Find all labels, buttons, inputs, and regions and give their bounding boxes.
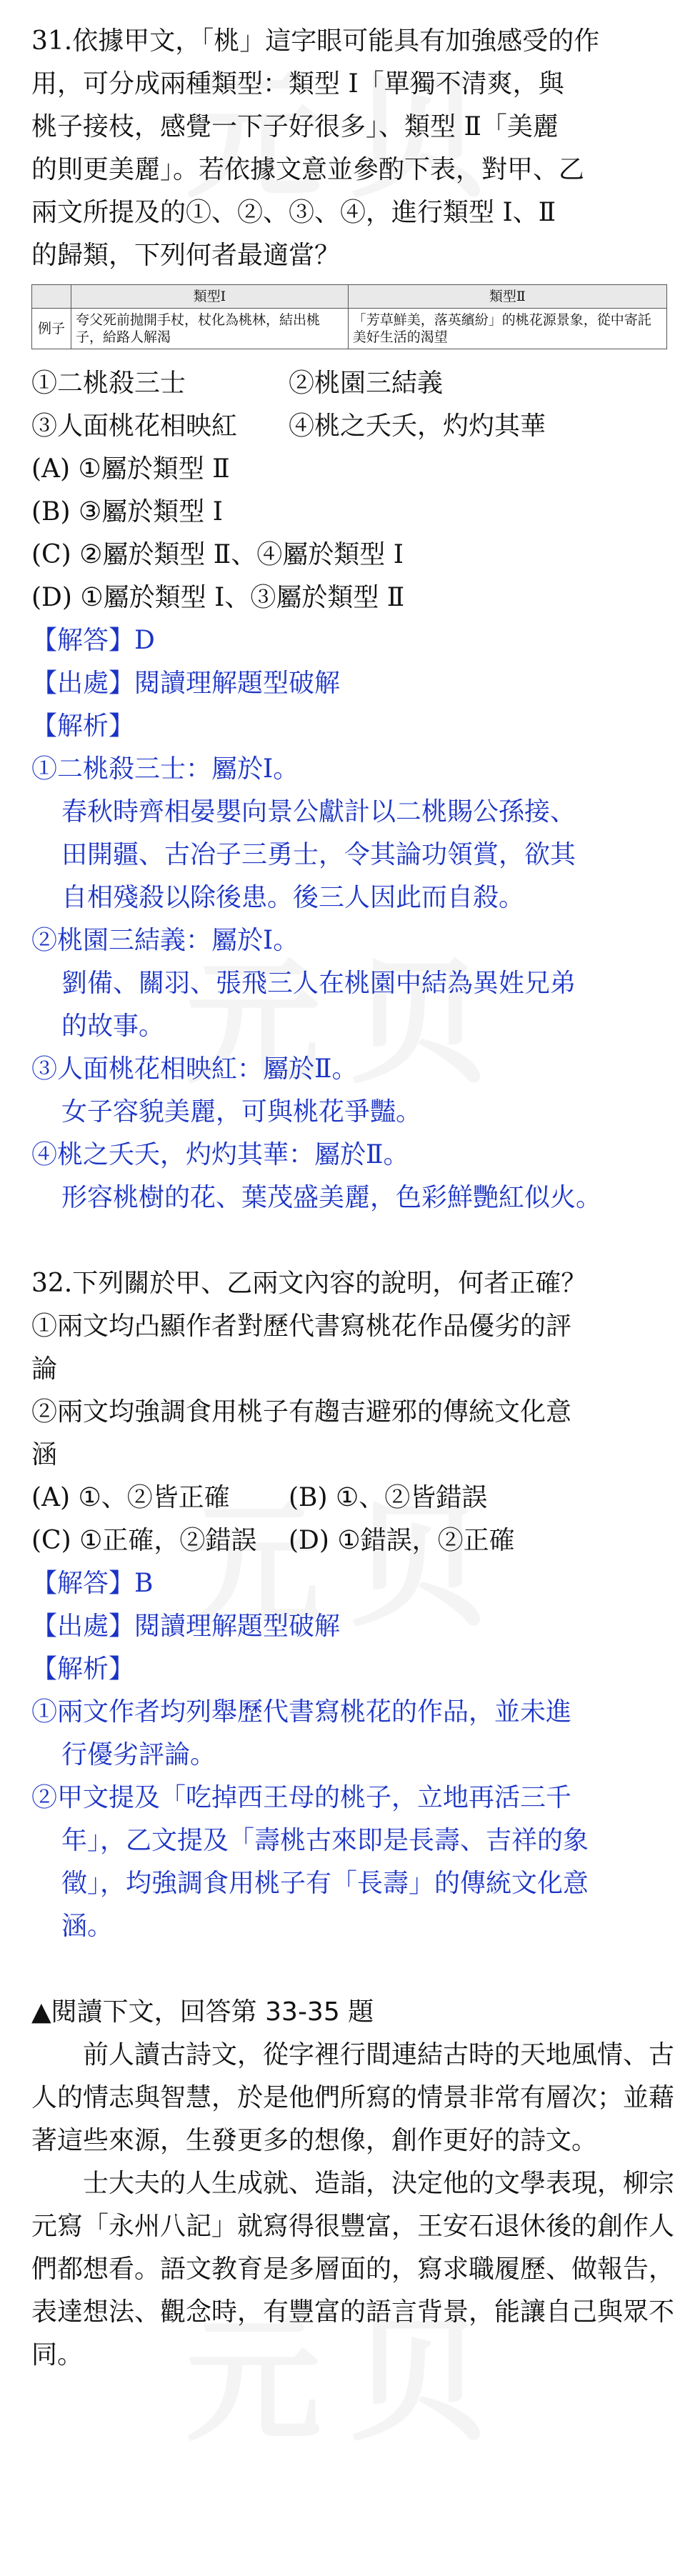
items-row: [31, 405, 674, 448]
option-c: (C) ②屬於類型 Ⅱ、④屬於類型 Ⅰ: [31, 540, 404, 569]
option-a: (A) ①屬於類型 Ⅱ: [31, 454, 230, 484]
reference-table: [31, 284, 667, 349]
option-c: (C) ①正確，②錯誤: [31, 1526, 257, 1555]
table-cell-type1: 夸父死前抛開手杖，杖化為桃林，結出桃子，給路人解渴: [71, 309, 349, 349]
analysis-line: 的故事。: [61, 1012, 165, 1041]
stem-line: 兩文所提及的①、②、③、④，進行類型 Ⅰ、Ⅱ: [31, 198, 556, 227]
table-header-blank: [32, 285, 71, 309]
item: ①二桃殺三士: [31, 369, 186, 398]
analysis-line: ①二桃殺三士：屬於Ⅰ。: [31, 754, 299, 784]
analysis-line: 春秋時齊相晏嬰向景公獻計以二桃賜公孫接、: [61, 797, 576, 827]
document-body: [31, 20, 674, 2377]
options-row: [31, 1477, 674, 1519]
answer: 【解答】D: [31, 626, 155, 655]
table-header-type1: 類型Ⅰ: [71, 285, 349, 309]
item: ④桃之夭夭，灼灼其華: [289, 411, 546, 441]
stem-line: 32.下列關於甲、乙兩文內容的說明，何者正確？: [31, 1269, 587, 1298]
option-a: (A) ①、②皆正確: [31, 1483, 230, 1512]
table-cell-type2: 「芳草鮮美，落英繽紛」的桃花源景象，從中寄託美好生活的渴望: [348, 309, 666, 349]
analysis-line: 涵。: [61, 1912, 114, 1941]
option-b: (B) ①、②皆錯誤: [289, 1483, 488, 1512]
option-d: (D) ①屬於類型 Ⅰ、③屬於類型 Ⅱ: [31, 583, 405, 612]
question-31-stem: [31, 20, 674, 277]
stem-line: 31.依據甲文，「桃」這字眼可能具有加強感受的作: [31, 26, 600, 56]
analysis-line: 年」，乙文提及「壽桃古來即是長壽、吉祥的象: [61, 1826, 589, 1855]
analysis-label: 【解析】: [31, 1654, 135, 1684]
analysis-line: 劉備、關羽、張飛三人在桃園中結為異姓兄弟: [61, 969, 576, 998]
stem-line: 用，可分成兩種類型：類型 Ⅰ「單獨不清爽，與: [31, 69, 564, 99]
table-header-row: [32, 285, 667, 309]
analysis-line: 行優劣評論。: [61, 1740, 216, 1769]
stem-line: 論: [31, 1354, 58, 1384]
stem-line: 的歸類，下列何者最適當？: [31, 241, 341, 270]
item: ②桃園三結義: [289, 369, 444, 398]
stem-line: 涵: [31, 1440, 58, 1469]
analysis-line: 女子容貌美麗，可與桃花爭豔。: [61, 1097, 422, 1127]
analysis-label: 【解析】: [31, 712, 135, 741]
analysis-line: 自相殘殺以除後患。後三人因此而自殺。: [61, 883, 525, 912]
table-row: [32, 309, 667, 349]
item: ③人面桃花相映紅: [31, 411, 238, 441]
reading-passage: [31, 1991, 674, 2377]
option-b: (B) ③屬於類型 Ⅰ: [31, 497, 223, 526]
source: 【出處】閱讀理解題型破解: [31, 669, 341, 698]
stem-line: 桃子接枝，感覺一下子好很多」、類型 Ⅱ「美麗: [31, 112, 559, 141]
analysis-line: 形容桃樹的花、葉茂盛美麗，色彩鮮艷紅似火。: [61, 1183, 602, 1212]
answer: 【解答】B: [31, 1569, 154, 1598]
source: 【出處】閱讀理解題型破解: [31, 1612, 341, 1641]
option-d: (D) ①錯誤，②正確: [289, 1526, 515, 1555]
stem-line: ②兩文均強調食用桃子有趨吉避邪的傳統文化意: [31, 1397, 572, 1427]
items-row: [31, 362, 674, 405]
table-header-type2: 類型Ⅱ: [348, 285, 666, 309]
analysis-line: ②桃園三結義：屬於Ⅰ。: [31, 926, 299, 955]
question-32: [31, 1262, 674, 1948]
analysis-line: 田開疆、古冶子三勇士，令其論功領賞，欲其: [61, 840, 576, 869]
analysis-line: ①兩文作者均列舉歷代書寫桃花的作品，並未進: [31, 1697, 572, 1727]
question-31: [31, 20, 674, 1219]
analysis-line: ②甲文提及「吃掉西王母的桃子，立地再活三千: [31, 1783, 572, 1812]
passage-paragraph: 士大夫的人生成就、造詣，決定他的文學表現，柳宗元寫「永州八記」就寫得很豐富，王安石退休後的創作人們都想看。語文教育是多層面的，寫求職履歷、做報告，表達想法、觀念時，有豐富的語言背景，能讓自己與眾不同。: [31, 2169, 675, 2370]
analysis-line: 徵」，均強調食用桃子有「長壽」的傳統文化意: [61, 1869, 589, 1898]
analysis-line: ④桃之夭夭，灼灼其華：屬於Ⅱ。: [31, 1140, 409, 1169]
analysis-line: ③人面桃花相映紅：屬於Ⅱ。: [31, 1054, 358, 1084]
options-row: [31, 1519, 674, 1562]
table-row-label: 例子: [32, 309, 71, 349]
passage-paragraph: 前人讀古詩文，從字裡行間連結古時的天地風情、古人的情志與智慧，於是他們所寫的情景非常有層次；並藉著這些來源，生發更多的想像，創作更好的詩文。: [31, 2040, 675, 2155]
stem-line: ①兩文均凸顯作者對歷代書寫桃花作品優劣的評: [31, 1312, 572, 1341]
stem-line: 的則更美麗」。若依據文意並參酌下表，對甲、乙: [31, 155, 585, 184]
reading-heading: ▲閱讀下文，回答第 33-35 題: [31, 1997, 374, 2027]
